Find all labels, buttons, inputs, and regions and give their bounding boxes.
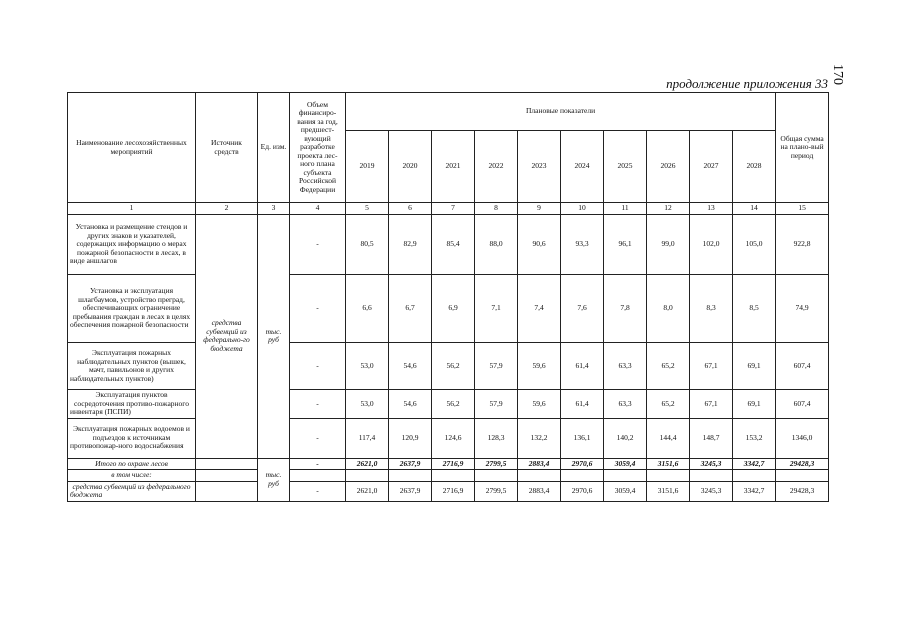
value-2022: 88,0 bbox=[475, 215, 518, 275]
table-body bbox=[68, 215, 829, 502]
row-total: 607,4 bbox=[776, 343, 829, 390]
empty-cell bbox=[475, 470, 518, 482]
activity-name: Эксплуатация пунктов сосредоточения противо-пожарного инвентаря (ПСПИ) bbox=[68, 390, 196, 419]
value-2027: 102,0 bbox=[690, 215, 733, 275]
header-year-2028: 2028 bbox=[733, 131, 776, 203]
value-2023: 59,6 bbox=[518, 390, 561, 419]
row-total: 1346,0 bbox=[776, 418, 829, 458]
prev-year-value: - bbox=[290, 215, 346, 275]
total-value-2021: 2716,9 bbox=[432, 458, 475, 470]
value-2023: 7,4 bbox=[518, 275, 561, 343]
empty-cell bbox=[389, 470, 432, 482]
header-year-2027: 2027 bbox=[690, 131, 733, 203]
value-2019: 80,5 bbox=[346, 215, 389, 275]
federal-value-2019: 2621,0 bbox=[346, 481, 389, 501]
column-number-13: 13 bbox=[690, 203, 733, 215]
value-2025: 96,1 bbox=[604, 215, 647, 275]
empty-cell bbox=[518, 470, 561, 482]
federal-value-2023: 2883,4 bbox=[518, 481, 561, 501]
value-2022: 128,3 bbox=[475, 418, 518, 458]
activity-name: Установка и эксплуатация шлагбаумов, устройство преград, обеспечивающих ограничение пребывания граждан в лесах в целях обеспечения пожарной безопасности bbox=[68, 275, 196, 343]
value-2019: 53,0 bbox=[346, 343, 389, 390]
value-2021: 124,6 bbox=[432, 418, 475, 458]
header-total: Общая сумма на плано-вый период bbox=[776, 93, 829, 203]
empty-cell bbox=[647, 470, 690, 482]
total-value-2023: 2883,4 bbox=[518, 458, 561, 470]
row-total: 922,8 bbox=[776, 215, 829, 275]
empty-cell bbox=[346, 470, 389, 482]
value-2019: 6,6 bbox=[346, 275, 389, 343]
value-2021: 56,2 bbox=[432, 343, 475, 390]
prev-year-value: - bbox=[290, 343, 346, 390]
value-2028: 69,1 bbox=[733, 390, 776, 419]
value-2022: 7,1 bbox=[475, 275, 518, 343]
column-number-11: 11 bbox=[604, 203, 647, 215]
value-2024: 61,4 bbox=[561, 343, 604, 390]
value-2023: 59,6 bbox=[518, 343, 561, 390]
total-value-2022: 2799,5 bbox=[475, 458, 518, 470]
header-year-2022: 2022 bbox=[475, 131, 518, 203]
value-2020: 54,6 bbox=[389, 343, 432, 390]
federal-row bbox=[68, 481, 829, 501]
source-cell: средства субвенций из федерально-го бюджета bbox=[196, 215, 258, 459]
empty-cell bbox=[690, 470, 733, 482]
total-label: Итого по охране лесов bbox=[68, 458, 196, 470]
empty-cell bbox=[733, 470, 776, 482]
empty-cell bbox=[432, 470, 475, 482]
total-value-2025: 3059,4 bbox=[604, 458, 647, 470]
table-header bbox=[68, 93, 829, 215]
total-prev: - bbox=[290, 458, 346, 470]
total-value-2026: 3151,6 bbox=[647, 458, 690, 470]
table-row bbox=[68, 215, 829, 275]
prev-year-value: - bbox=[290, 275, 346, 343]
value-2022: 57,9 bbox=[475, 343, 518, 390]
federal-value-2028: 3342,7 bbox=[733, 481, 776, 501]
total-value-2020: 2637,9 bbox=[389, 458, 432, 470]
header-source: Источник средств bbox=[196, 93, 258, 203]
value-2028: 153,2 bbox=[733, 418, 776, 458]
column-number-3: 3 bbox=[258, 203, 290, 215]
total-value-2019: 2621,0 bbox=[346, 458, 389, 470]
empty-cell bbox=[604, 470, 647, 482]
value-2025: 63,3 bbox=[604, 390, 647, 419]
page-number: 170 bbox=[830, 64, 845, 85]
header-planned: Плановые показатели bbox=[346, 93, 776, 131]
total-row bbox=[68, 458, 829, 470]
federal-value-2020: 2637,9 bbox=[389, 481, 432, 501]
value-2022: 57,9 bbox=[475, 390, 518, 419]
federal-prev: - bbox=[290, 481, 346, 501]
value-2020: 6,7 bbox=[389, 275, 432, 343]
column-number-1: 1 bbox=[68, 203, 196, 215]
empty-cell bbox=[196, 458, 258, 470]
empty-cell bbox=[290, 470, 346, 482]
continuation-title: продолжение приложения 33 bbox=[666, 76, 828, 91]
column-number-8: 8 bbox=[475, 203, 518, 215]
empty-cell bbox=[776, 470, 829, 482]
value-2027: 67,1 bbox=[690, 343, 733, 390]
header-name: Наименование лесохозяйственных мероприятий bbox=[68, 93, 196, 203]
column-number-10: 10 bbox=[561, 203, 604, 215]
table-row bbox=[68, 418, 829, 458]
header-year-2019: 2019 bbox=[346, 131, 389, 203]
value-2024: 93,3 bbox=[561, 215, 604, 275]
header-year-2023: 2023 bbox=[518, 131, 561, 203]
column-number-2: 2 bbox=[196, 203, 258, 215]
value-2024: 61,4 bbox=[561, 390, 604, 419]
prev-year-value: - bbox=[290, 390, 346, 419]
value-2026: 144,4 bbox=[647, 418, 690, 458]
federal-value-2022: 2799,5 bbox=[475, 481, 518, 501]
value-2027: 67,1 bbox=[690, 390, 733, 419]
column-number-12: 12 bbox=[647, 203, 690, 215]
header-year-2024: 2024 bbox=[561, 131, 604, 203]
federal-value-2024: 2970,6 bbox=[561, 481, 604, 501]
column-number-6: 6 bbox=[389, 203, 432, 215]
value-2026: 65,2 bbox=[647, 343, 690, 390]
header-unit: Ед. изм. bbox=[258, 93, 290, 203]
value-2023: 90,6 bbox=[518, 215, 561, 275]
including-row bbox=[68, 470, 829, 482]
total-value-2028: 3342,7 bbox=[733, 458, 776, 470]
header-year-2026: 2026 bbox=[647, 131, 690, 203]
including-label: в том числе: bbox=[68, 470, 196, 482]
federal-label: средства субвенций из федерального бюджета bbox=[68, 481, 196, 501]
row-total: 74,9 bbox=[776, 275, 829, 343]
value-2025: 140,2 bbox=[604, 418, 647, 458]
activity-name: Установка и размещение стендов и других знаков и указателей, содержащих информацию о мерах пожарной безопасности в лесах, в виде аншлагов bbox=[68, 215, 196, 275]
value-2027: 8,3 bbox=[690, 275, 733, 343]
activity-name: Эксплуатация пожарных наблюдательных пунктов (вышек, мачт, павильонов и других наблюдательных пунктов) bbox=[68, 343, 196, 390]
value-2027: 148,7 bbox=[690, 418, 733, 458]
total-value-2024: 2970,6 bbox=[561, 458, 604, 470]
total-unit: тыс. руб bbox=[258, 458, 290, 501]
value-2021: 56,2 bbox=[432, 390, 475, 419]
column-number-9: 9 bbox=[518, 203, 561, 215]
federal-total: 29428,3 bbox=[776, 481, 829, 501]
activity-name: Эксплуатация пожарных водоемов и подъездов к источникам противопожар-ного водоснабжения bbox=[68, 418, 196, 458]
value-2020: 54,6 bbox=[389, 390, 432, 419]
column-number-5: 5 bbox=[346, 203, 389, 215]
value-2024: 7,6 bbox=[561, 275, 604, 343]
column-number-4: 4 bbox=[290, 203, 346, 215]
federal-value-2021: 2716,9 bbox=[432, 481, 475, 501]
value-2025: 7,8 bbox=[604, 275, 647, 343]
column-numbers-row bbox=[68, 203, 829, 215]
value-2028: 8,5 bbox=[733, 275, 776, 343]
header-year-2021: 2021 bbox=[432, 131, 475, 203]
total-value-2027: 3245,3 bbox=[690, 458, 733, 470]
financing-table bbox=[67, 92, 829, 502]
value-2026: 65,2 bbox=[647, 390, 690, 419]
value-2028: 69,1 bbox=[733, 343, 776, 390]
empty-cell bbox=[196, 481, 258, 501]
value-2026: 8,0 bbox=[647, 275, 690, 343]
value-2028: 105,0 bbox=[733, 215, 776, 275]
row-total: 607,4 bbox=[776, 390, 829, 419]
table-row bbox=[68, 275, 829, 343]
value-2020: 120,9 bbox=[389, 418, 432, 458]
table-row bbox=[68, 343, 829, 390]
total-grand: 29428,3 bbox=[776, 458, 829, 470]
value-2024: 136,1 bbox=[561, 418, 604, 458]
table-row bbox=[68, 390, 829, 419]
column-number-15: 15 bbox=[776, 203, 829, 215]
value-2020: 82,9 bbox=[389, 215, 432, 275]
column-number-14: 14 bbox=[733, 203, 776, 215]
value-2021: 85,4 bbox=[432, 215, 475, 275]
value-2025: 63,3 bbox=[604, 343, 647, 390]
value-2023: 132,2 bbox=[518, 418, 561, 458]
value-2021: 6,9 bbox=[432, 275, 475, 343]
column-number-7: 7 bbox=[432, 203, 475, 215]
value-2026: 99,0 bbox=[647, 215, 690, 275]
value-2019: 53,0 bbox=[346, 390, 389, 419]
header-year-2025: 2025 bbox=[604, 131, 647, 203]
empty-cell bbox=[561, 470, 604, 482]
header-prev-year: Объем финансиро-вания за год, предшест-вующий разработке проекта лес-ного плана субъекта Российской Федерации bbox=[290, 93, 346, 203]
federal-value-2027: 3245,3 bbox=[690, 481, 733, 501]
unit-cell: тыс. руб bbox=[258, 215, 290, 459]
header-year-2020: 2020 bbox=[389, 131, 432, 203]
federal-value-2025: 3059,4 bbox=[604, 481, 647, 501]
federal-value-2026: 3151,6 bbox=[647, 481, 690, 501]
value-2019: 117,4 bbox=[346, 418, 389, 458]
prev-year-value: - bbox=[290, 418, 346, 458]
empty-cell bbox=[196, 470, 258, 482]
